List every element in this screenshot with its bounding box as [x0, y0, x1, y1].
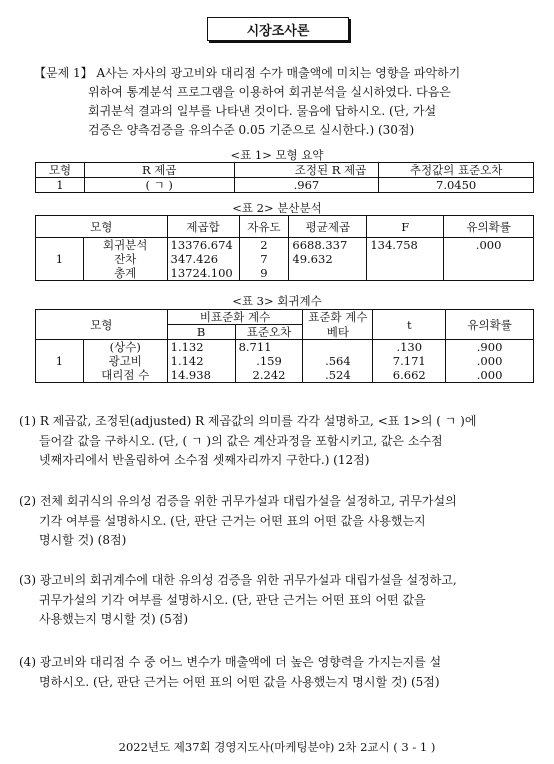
- table-header-cell: 추정값의 표준오차: [379, 163, 534, 178]
- question-1: [19, 412, 533, 471]
- model-summary-table: [35, 162, 534, 193]
- table-cell: 1.132: [167, 340, 235, 355]
- table-header-cell: 비표준화 계수: [167, 310, 303, 325]
- table-row: [36, 368, 534, 383]
- table-header-cell: 평균제곱: [289, 216, 367, 238]
- table-cell: .130: [373, 340, 446, 355]
- table-cell: 134.758: [367, 238, 444, 253]
- question-4: [19, 653, 533, 692]
- table-header-row: [36, 310, 534, 325]
- table-header-row: [36, 216, 534, 238]
- table-cell: 13724.100: [167, 266, 239, 281]
- page-title-text: 시장조사론: [246, 23, 310, 39]
- table-cell: [289, 266, 367, 281]
- table-cell: (상수): [83, 340, 167, 355]
- table-cell: 6688.337: [289, 238, 367, 253]
- table-cell: 347.426: [167, 252, 239, 266]
- table-cell: 2.242: [235, 368, 303, 383]
- table-row: [36, 178, 534, 193]
- table-cell: 14.938: [167, 368, 235, 383]
- table-row: [36, 252, 534, 266]
- table-header-cell: 조정된 R 제곱: [234, 163, 379, 178]
- table-header-cell: R 제곱: [84, 163, 234, 178]
- table-header-row: [36, 163, 534, 178]
- question-line: 명시할 것) (8점): [39, 533, 127, 547]
- table-cell: [303, 340, 373, 355]
- question-line: (4) 광고비와 대리점 수 중 어느 변수가 매출액에 더 높은 영향력을 가지는지를 설: [19, 655, 442, 669]
- question-line: (2) 전체 회귀식의 유의성 검증을 위한 귀무가설과 대립가설을 설정하고, 귀무가설의: [19, 494, 457, 508]
- table-header-cell: 모형: [36, 163, 85, 178]
- table-cell: .000: [446, 354, 534, 368]
- question-line: 넷째자리에서 반올림하여 소수점 셋째자리까지 구한다.) (12점): [39, 453, 370, 467]
- table-cell: 49.632: [289, 252, 367, 266]
- question-line: 들어갈 값을 구하시오. (단, ( ㄱ )의 값은 계산과정을 포함시키고, 값은 소수점: [39, 433, 443, 448]
- coefficients-table: [35, 309, 534, 383]
- table-header-cell: 표준오차: [235, 325, 303, 340]
- table-cell: 잔차: [83, 252, 167, 266]
- table-cell: .967: [234, 178, 379, 193]
- table-cell: ( ㄱ ): [84, 178, 234, 193]
- table-cell: 회귀분석: [83, 238, 167, 253]
- page-footer: 2022년도 제37회 경영지도사(마케팅분야) 2차 2교시 ( 3 - 1 ): [118, 740, 436, 754]
- question-2: [19, 492, 533, 551]
- table-cell: .564: [303, 354, 373, 368]
- problem-label: 【문제 1】: [34, 66, 93, 80]
- table-cell: 6.662: [373, 368, 446, 383]
- table-cell: 2: [239, 238, 289, 253]
- question-line: 명하시오. (단, 판단 근거는 어떤 표의 어떤 값을 사용했는지 명시할 것) (5점): [39, 674, 440, 689]
- table2-caption: <표 2> 분산분석: [232, 201, 322, 215]
- table-row: [36, 266, 534, 281]
- table-cell: 7.0450: [379, 178, 534, 193]
- table-cell: 7: [239, 252, 289, 266]
- question-line: (1) R 제곱값, 조정된(adjusted) R 제곱값의 의미를 각각 설명하고, <표 1>의 ( ㄱ )에: [19, 414, 477, 428]
- problem-line: 위하여 통계분석 프로그램을 이용하여 회귀분석을 실시하였다. 다음은: [88, 85, 451, 99]
- question-line: (3) 광고비의 회귀계수에 대한 유의성 검증을 위한 귀무가설과 대립가설을 설정하고,: [19, 573, 457, 587]
- table-cell: 1: [36, 178, 85, 193]
- table-cell: .524: [303, 368, 373, 383]
- table-header-cell: 자유도: [239, 216, 289, 238]
- page-title: [207, 17, 349, 41]
- table-header-cell: 표준화 계수: [303, 310, 373, 325]
- table-row: [36, 354, 534, 368]
- table-header-cell: B: [167, 325, 235, 340]
- anova-table: [35, 215, 534, 281]
- table-cell: 1.142: [167, 354, 235, 368]
- problem-line: A사는 자사의 광고비와 대리점 수가 매출액에 미치는 영향을 파악하기: [96, 66, 461, 80]
- table-header-cell: 제곱합: [167, 216, 239, 238]
- table-cell: 총계: [83, 266, 167, 281]
- table-row: [36, 238, 534, 253]
- problem-line: 회귀분석 결과의 일부를 나타낸 것이다. 물음에 답하시오. (단, 가설: [88, 104, 437, 118]
- table-cell: 13376.674: [167, 238, 239, 253]
- table3-caption: <표 3> 회귀계수: [232, 294, 322, 308]
- table-cell: 1: [36, 238, 84, 281]
- table-cell: .000: [446, 368, 534, 383]
- question-line: 기각 여부를 설명하시오. (단, 판단 근거는 어떤 표의 어떤 값을 사용했는지: [39, 513, 426, 528]
- table-cell: [444, 252, 534, 266]
- table-cell: .900: [446, 340, 534, 355]
- question-3: [19, 571, 533, 630]
- table-cell: 광고비: [83, 354, 167, 368]
- table-cell: 9: [239, 266, 289, 281]
- table-cell: [367, 252, 444, 266]
- problem-statement: [34, 64, 534, 140]
- table-header-cell: t: [373, 310, 446, 340]
- table-cell: [367, 266, 444, 281]
- table-row: [36, 340, 534, 355]
- table-cell: 7.171: [373, 354, 446, 368]
- table-header-cell: 유의확률: [444, 216, 534, 238]
- table-header-cell: 모형: [36, 216, 168, 238]
- table1-caption: <표 1> 모형 요약: [230, 148, 324, 162]
- table-header-cell: 베타: [303, 325, 373, 340]
- table-cell: 8.711: [235, 340, 303, 355]
- table-cell: 대리점 수: [83, 368, 167, 383]
- table-cell: 1: [36, 340, 84, 383]
- table-cell: .159: [235, 354, 303, 368]
- table-cell: [444, 266, 534, 281]
- table-cell: .000: [444, 238, 534, 253]
- question-line: 귀무가설의 기각 여부를 설명하시오. (단, 판단 근거는 어떤 표의 어떤 값을: [39, 592, 426, 607]
- table-header-cell: 유의확률: [446, 310, 534, 340]
- question-line: 사용했는지 명시할 것) (5점): [39, 612, 189, 626]
- table-header-cell: F: [367, 216, 444, 238]
- problem-line: 검증은 양측검증을 유의수준 0.05 기준으로 실시한다.) (30점): [88, 123, 415, 137]
- table-header-cell: 모형: [36, 310, 168, 340]
